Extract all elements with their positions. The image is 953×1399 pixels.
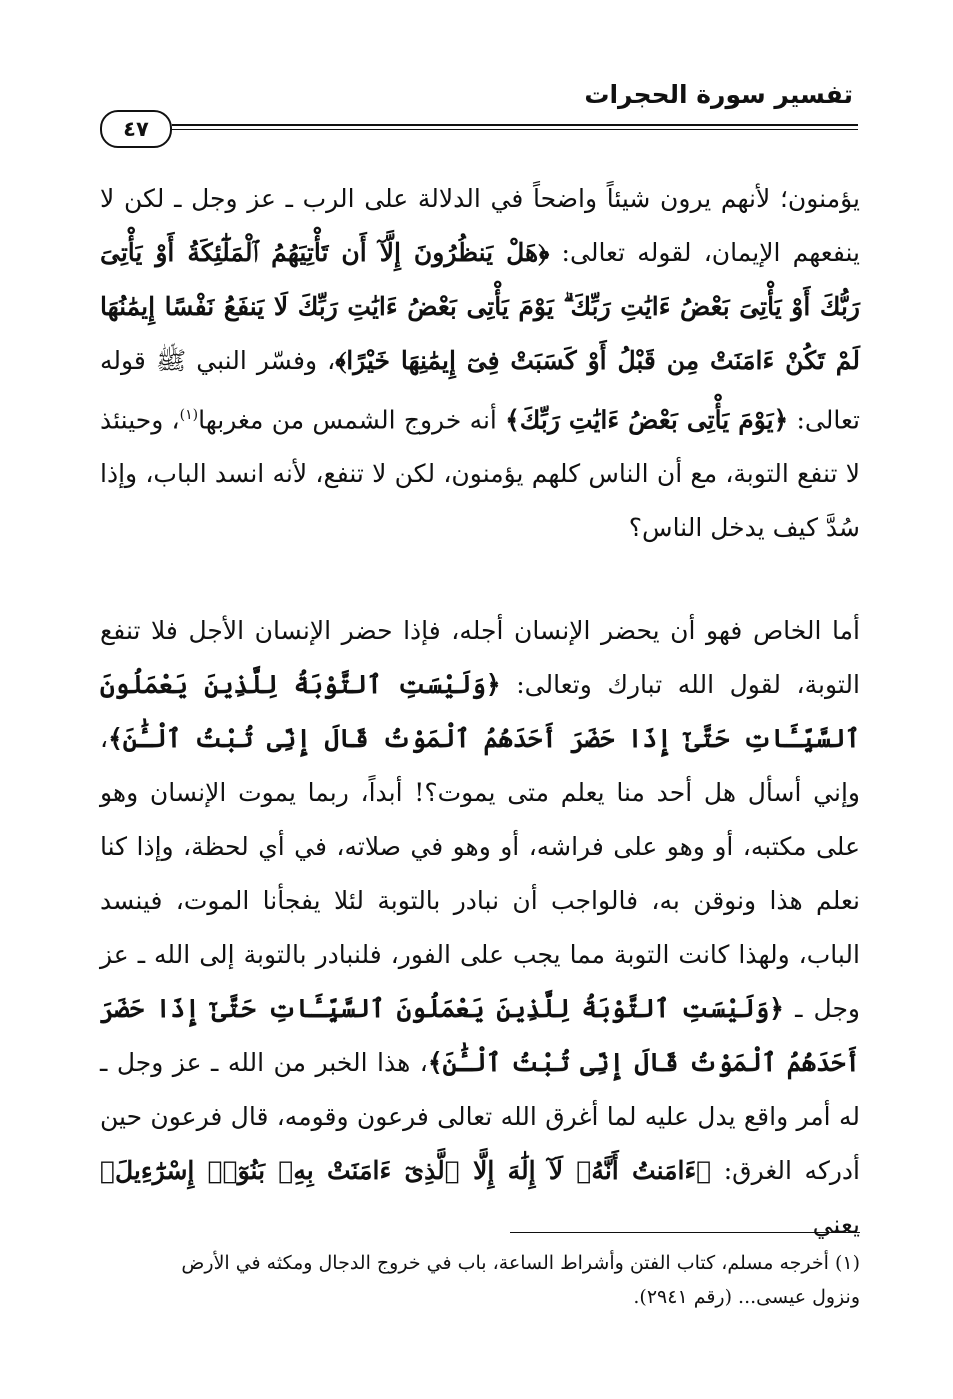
text-run: يؤمنون؛ لأنهم يرون شيئاً واضحاً في الدلالة على الرب ـ عز وجل ـ لكن لا ينفعهم الإيمان، لقوله تعالى: xyxy=(100,184,861,267)
text-run: يعني xyxy=(812,1210,860,1239)
running-title: تفسير سورة الحجرات xyxy=(584,80,853,109)
header-rule xyxy=(172,124,858,126)
footnote-line-1: (١) أخرجه مسلم، كتاب الفتن وأشراط الساعة، باب في خروج الدجال ومكثه في الأرض xyxy=(181,1252,860,1274)
quran-quote: ﴿هَلْ يَنظُرُونَ إِلَّآ أَن تَأْتِيَهُمُ ٱلْمَلَٰٓئِكَةُ أَوْ يَأْتِىَ رَبُّكَ أَوْ يَأْتِىَ بَعْضُ ءَايَٰتِ رَبِّكَ ۗ يَوْمَ يَأْتِى بَعْضُ ءَايَٰتِ رَبِّكَ لَا يَنفَعُ نَفْسًا إِيمَٰنُهَا لَمْ تَكُنْ ءَامَنَتْ مِن قَبْلُ أَوْ كَسَبَتْ فِىٓ إِيمَٰنِهَا خَيْرًا﴾ xyxy=(100,238,860,375)
footnote-marker: (١) xyxy=(179,407,199,423)
quran-quote: ﴿وَلَيْسَتِ ٱلتَّوْبَةُ لِلَّذِينَ يَعْمَلُونَ ٱلسَّيِّـَٔاتِ حَتَّىٰٓ إِذَا حَضَرَ أَحَدَهُمُ ٱلْمَوْتُ قَالَ إِنِّى تُبْتُ ٱلْـَٰٔنَ﴾ xyxy=(100,670,860,753)
header-rule-thin xyxy=(172,129,858,130)
page-number: ٤٧ xyxy=(100,110,172,148)
quran-quote: ﴿وَلَيْسَتِ ٱلتَّوْبَةُ لِلَّذِينَ يَعْمَلُونَ ٱلسَّيِّـَٔاتِ حَتَّىٰٓ إِذَا حَضَرَ أَحَدَهُمُ ٱلْمَوْتُ قَالَ إِنِّى تُبْتُ ٱلْـَٰٔنَ﴾ xyxy=(100,994,860,1077)
text-run: أما الخاص فهو أن يحضر الإنسان أجله، فإذا حضر الإنسان الأجل فلا تنفع التوبة، لقول الله تبارك وتعالى: xyxy=(100,616,860,699)
footnote-rule xyxy=(510,1232,860,1233)
text-run: أنه خروج الشمس من مغربها xyxy=(198,405,506,435)
footnote-line-2: ونزول عيسى... (رقم ٢٩٤١). xyxy=(633,1286,860,1308)
text-run: ، وإني أسأل هل أحد منا يعلم متى يموت؟! أبداً، ربما يموت الإنسان وهو على مكتبه، أو وهو على فراشه، أو وهو في صلاته، في أي لحظة، وإذا كنا نعلم هذا ونوقن به، فالواجب أن نبادر بالتوبة لئلا يفجأنا الموت، فينسد الباب، ولهذا كانت التوبة مما يجب على الفور، فلنبادر بالتوبة إلى الله ـ عز وجل ـ xyxy=(100,724,860,1023)
quran-quote: ﴿يَوْمَ يَأْتِى بَعْضُ ءَايَٰتِ رَبِّكَ﴾ xyxy=(505,405,789,435)
quran-quote: ﴿ءَامَنتُ أَنَّهُۥ لَآ إِلَٰهَ إِلَّا ٱلَّذِىٓ ءَامَنَتْ بِهِۦ بَنُوٓا۟ إِسْرَٰٓءِيلَ﴾ xyxy=(100,1156,712,1185)
text-run: ، وفسّر النبي ﷺ قوله تعالى: xyxy=(100,346,860,435)
paragraph-1 xyxy=(100,172,860,555)
text-run: ، هذا الخبر من الله ـ عز وجل ـ له أمر واقع يدل عليه لما أغرق الله تعالى فرعون وقومه، قال فرعون حين أدركه الغرق: xyxy=(100,1048,860,1185)
paragraph-2 xyxy=(100,604,860,1252)
footnote xyxy=(100,1246,860,1314)
text-run: ، وحينئذ لا تنفع التوبة، مع أن الناس كلهم يؤمنون، لكن لا تنفع، لأنه انسد الباب، وإذا سُدَّ كيف يدخل الناس؟ xyxy=(100,405,860,543)
